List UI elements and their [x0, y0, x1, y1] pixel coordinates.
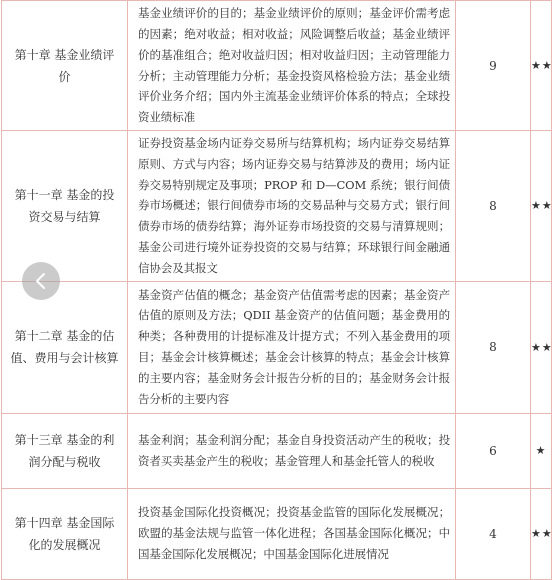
- table-row: [2, 131, 552, 282]
- chapter-title: 第十二章 基金的估值、费用与会计核算: [2, 281, 128, 413]
- chapter-title: 第十四章 基金国际化的发展概况: [2, 488, 128, 579]
- chapter-hours: 9: [456, 1, 531, 131]
- syllabus-table: [1, 0, 552, 580]
- table-row: [2, 281, 552, 413]
- chapter-content: 基金业绩评价的目的；基金业绩评价的原则；基金评价需考虑的因素；绝对收益；相对收益；风险调整后收益；基金业绩评价的基准组合；绝对收益归因；相对收益归因；主动管理能力分析；主动管理能力分析；基金投资风格检验方法；基金业绩评价业务介绍；国内外主流基金业绩评价体系的特点；全球投资业绩标准: [128, 1, 456, 131]
- chapter-title: 第十一章 基金的投资交易与结算: [2, 131, 128, 282]
- importance-stars: ★: [531, 413, 552, 488]
- table-row: [2, 488, 552, 579]
- chevron-left-icon: [34, 272, 48, 290]
- chapter-title: 第十三章 基金的利润分配与税收: [2, 413, 128, 488]
- chapter-content: 投资基金国际化投资概况；投资基金监管的国际化发展概况；欧盟的基金法规与监管一体化进程；各国基金国际化概况；中国基金国际化发展概况；中国基金国际化进展情况: [128, 488, 456, 579]
- chapter-hours: 8: [456, 281, 531, 413]
- chapter-title: 第十章 基金业绩评价: [2, 1, 128, 131]
- table-row: [2, 413, 552, 488]
- chapter-content: 基金利润；基金利润分配；基金自身投资活动产生的税收；投资者买卖基金产生的税收；基金管理人和基金托管人的税收: [128, 413, 456, 488]
- table-row: [2, 1, 552, 131]
- chapter-content: 证券投资基金场内证券交易所与结算机构；场内证券交易结算原则、方式与内容；场内证券交易与结算涉及的费用；场内证券交易特别规定及事项；PROP 和 D—COM 系统；银行间债券市场概述；银行间债券市场的交易品种与交易方式；银行间债券市场的债券结算；海外证券市场投资的交易与清算规则；基金公司进行境外证券投资的交易与结算；环球银行间金融通信协会及其报文: [128, 131, 456, 282]
- chapter-hours: 6: [456, 413, 531, 488]
- importance-stars: ★★: [531, 1, 552, 131]
- importance-stars: ★★: [531, 488, 552, 579]
- importance-stars: ★★: [531, 281, 552, 413]
- previous-page-button[interactable]: [22, 262, 60, 300]
- chapter-content: 基金资产估值的概念；基金资产估值需考虑的因素；基金资产估值的原则及方法；QDII 基金资产的估值问题；基金费用的种类；各种费用的计提标准及计提方式；不列入基金费用的项目；基金会计核算概述；基金会计核算的特点；基金会计核算的主要内容；基金财务会计报告分析的目的；基金财务会计报告分析的主要内容: [128, 281, 456, 413]
- importance-stars: ★★: [531, 131, 552, 282]
- chapter-hours: 4: [456, 488, 531, 579]
- chapter-hours: 8: [456, 131, 531, 282]
